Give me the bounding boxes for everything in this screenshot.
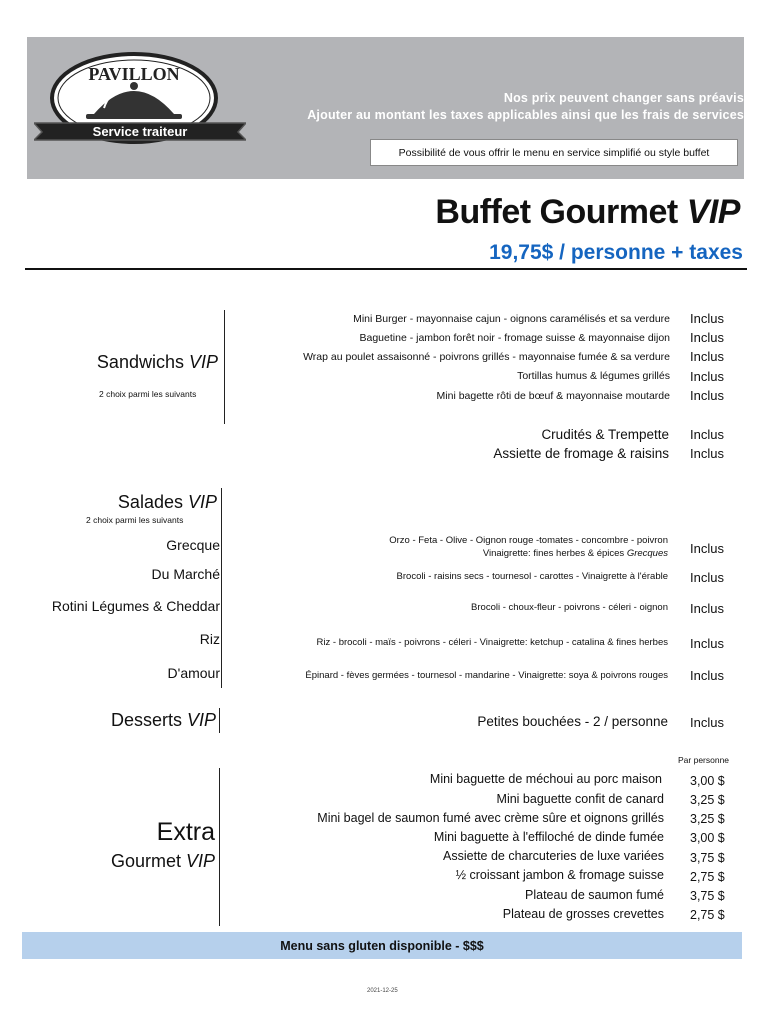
extra-item: Mini baguette à l'effiloché de dinde fumée xyxy=(433,830,664,844)
salades-divider xyxy=(221,488,222,688)
salad-name: Riz xyxy=(199,631,220,647)
salad-price: Inclus xyxy=(690,601,724,616)
pavillon-logo xyxy=(34,48,246,163)
sandwichs-divider xyxy=(224,310,225,424)
extra-item: Mini bagel de saumon fumé avec crème sûre et oignons grillés xyxy=(317,811,664,825)
salades-title xyxy=(118,492,217,513)
extra-item-price: 3,75 $ xyxy=(690,889,725,903)
sandwich-item-price: Inclus xyxy=(690,388,724,403)
dessert-price: Inclus xyxy=(690,715,724,730)
price-per-person: 19,75$ / personne + taxes xyxy=(489,241,743,264)
extra-subtitle-text: Gourmet xyxy=(110,851,186,871)
sandwich-item: Mini Burger - mayonnaise cajun - oignons caramélisés et sa verdure xyxy=(353,313,670,325)
notice-line-1: Nos prix peuvent changer sans préavis xyxy=(503,91,744,105)
extra-item: Assiette de charcuteries de luxe variées xyxy=(443,849,664,863)
extra-side-item: Assiette de fromage & raisins xyxy=(493,446,669,461)
extra-item: Mini baguette confit de canard xyxy=(496,792,664,806)
sandwich-item-price: Inclus xyxy=(690,311,724,326)
sandwich-item-price: Inclus xyxy=(690,330,724,345)
gluten-free-banner: Menu sans gluten disponible - $$$ xyxy=(22,932,742,959)
salad-name: Grecque xyxy=(166,537,220,553)
title-vip: VIP xyxy=(686,193,740,231)
salad-desc-line2 xyxy=(483,548,668,559)
sandwichs-title-vip: VIP xyxy=(188,352,218,372)
desserts-title-vip: VIP xyxy=(186,710,216,730)
desserts-divider xyxy=(219,708,220,733)
salad-desc: Brocoli - raisins secs - tournesol - carottes - Vinaigrette à l'érable xyxy=(396,571,668,582)
sandwichs-title-text: Sandwichs xyxy=(96,352,189,372)
extra-title: Extra xyxy=(156,818,215,846)
salad-desc: Brocoli - choux-fleur - poivrons - céleri - oignon xyxy=(471,602,668,613)
sandwich-item: Wrap au poulet assaisonné - poivrons grillés - mayonnaise fumée & sa verdure xyxy=(303,351,670,363)
salad-name: D'amour xyxy=(167,665,220,681)
service-note-box: Possibilité de vous offrir le menu en service simplifié ou style buffet xyxy=(370,139,738,166)
salades-title-vip: VIP xyxy=(187,492,217,512)
sandwich-item-price: Inclus xyxy=(690,369,724,384)
logo-top-text: PAVILLON xyxy=(88,64,180,84)
extra-item-price: 3,00 $ xyxy=(690,831,725,845)
extra-subtitle xyxy=(111,851,215,872)
salad-desc-line2-italic: Grecques xyxy=(626,548,668,559)
sandwich-item-price: Inclus xyxy=(690,349,724,364)
extra-side-item: Crudités & Trempette xyxy=(541,427,669,442)
title-main: Buffet Gourmet xyxy=(435,193,687,231)
salades-subtitle: 2 choix parmi les suivants xyxy=(86,515,184,525)
extra-item-price: 3,00 $ xyxy=(690,774,725,788)
notice-line-2: Ajouter au montant les taxes applicables ainsi que les frais de services xyxy=(307,108,744,122)
salad-price: Inclus xyxy=(690,570,724,585)
extra-item-price: 3,75 $ xyxy=(690,851,725,865)
extra-item: ½ croissant jambon & fromage suisse xyxy=(455,868,664,882)
salad-price: Inclus xyxy=(690,636,724,651)
extra-side-price: Inclus xyxy=(690,427,724,442)
extra-subtitle-vip: VIP xyxy=(185,851,215,871)
sandwich-item: Tortillas humus & légumes grillés xyxy=(517,370,670,382)
salad-name: Du Marché xyxy=(151,566,220,582)
salad-desc: Épinard - fèves germées - tournesol - mandarine - Vinaigrette: soya & poivrons rouges xyxy=(305,670,668,681)
sandwichs-title xyxy=(97,352,218,373)
extra-item: Mini baguette de méchoui au porc maison xyxy=(429,772,662,786)
extra-item-price: 3,25 $ xyxy=(690,793,725,807)
dessert-item: Petites bouchées - 2 / personne xyxy=(477,714,668,729)
salad-desc: Riz - brocoli - maïs - poivrons - céleri - Vinaigrette: ketchup - catalina & fines herbes xyxy=(316,637,668,648)
document-date: 2021-12-25 xyxy=(367,988,398,994)
sandwich-item: Mini bagette rôti de bœuf & mayonnaise moutarde xyxy=(436,390,670,402)
salad-desc: Orzo - Feta - Olive - Oignon rouge -tomates - concombre - poivron xyxy=(389,535,668,546)
extra-item: Plateau de grosses crevettes xyxy=(502,907,664,921)
salad-price: Inclus xyxy=(690,541,724,556)
extra-item: Plateau de saumon fumé xyxy=(525,888,664,902)
desserts-title-text: Desserts xyxy=(110,710,187,730)
desserts-title xyxy=(111,710,216,731)
extra-item-price: 3,25 $ xyxy=(690,812,725,826)
salades-title-text: Salades xyxy=(117,492,188,512)
salad-desc-line2-text: Vinaigrette: fines herbes & épices xyxy=(482,548,627,559)
page-title xyxy=(435,193,740,232)
sandwich-item: Baguetine - jambon forêt noir - fromage suisse & mayonnaise dijon xyxy=(359,332,670,344)
salad-name: Rotini Légumes & Cheddar xyxy=(51,598,220,614)
title-divider xyxy=(25,268,747,270)
logo-bottom-text: Service traiteur xyxy=(92,124,188,139)
extra-side-price: Inclus xyxy=(690,446,724,461)
extra-item-price: 2,75 $ xyxy=(690,908,725,922)
extra-divider xyxy=(219,768,220,926)
salad-price: Inclus xyxy=(690,668,724,683)
extra-item-price: 2,75 $ xyxy=(690,870,725,884)
sandwichs-subtitle: 2 choix parmi les suivants xyxy=(99,389,197,399)
price-column-header: Par personne xyxy=(678,755,730,765)
